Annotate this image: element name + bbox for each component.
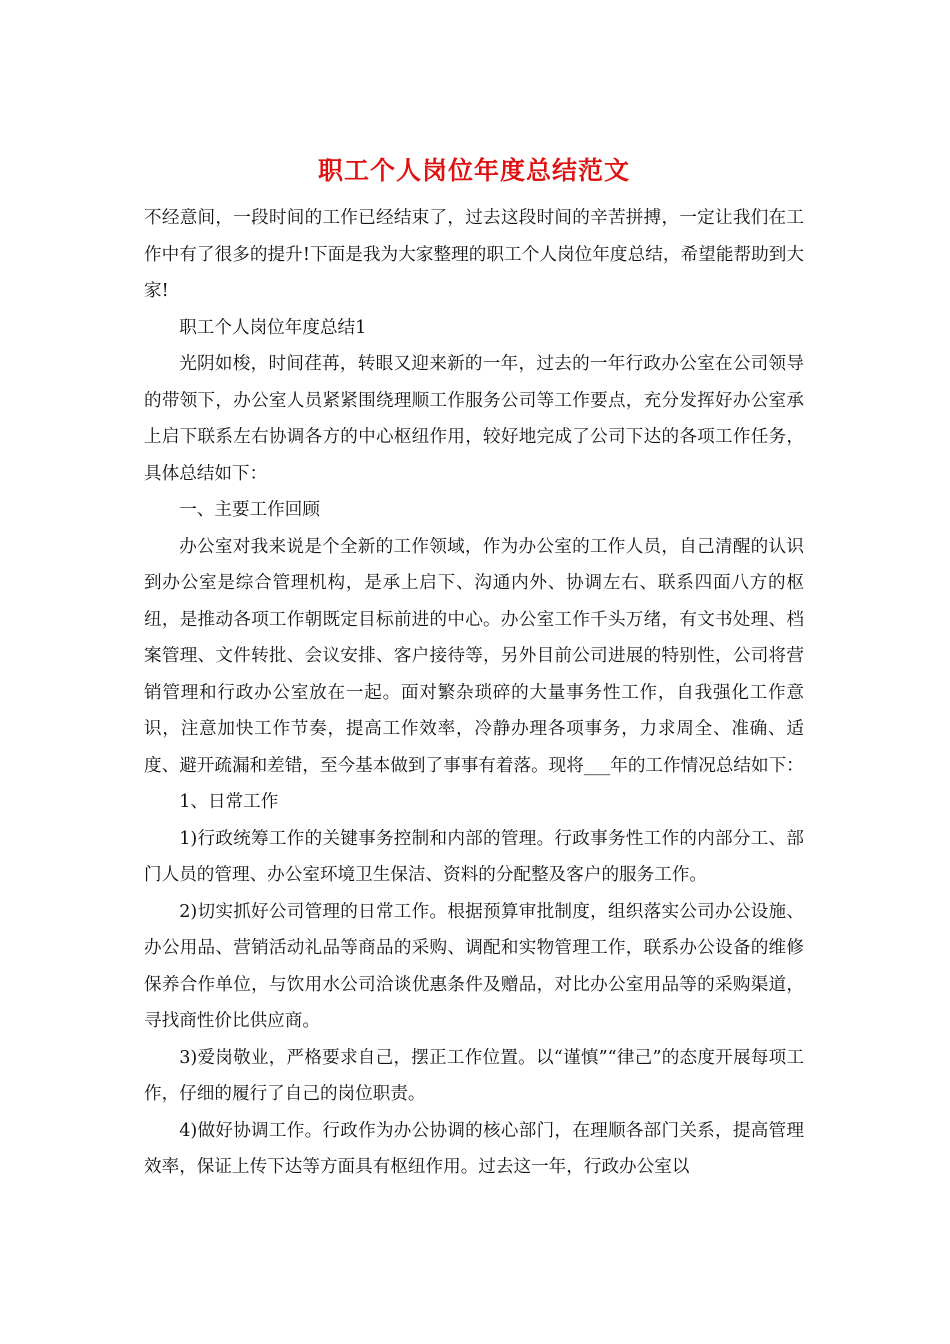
section-heading-summary-1: 职工个人岗位年度总结1 (179, 317, 367, 338)
section-heading-main-review: 一、主要工作回顾 (179, 500, 320, 520)
paragraph-item-2: 2)切实抓好公司管理的日常工作。根据预算审批制度，组织落实公司办公设施、办公用品、营销活动礼品等商品的采购、调配和实物管理工作，联系办公设备的维修保养合作单位，与饮用水公司洽谈优惠条件及赠品，对比办公室用品等的采购渠道，寻找商性价比供应商。 (144, 901, 804, 1031)
paragraph-item-1: 1)行政统筹工作的关键事务控制和内部的管理。行政事务性工作的内部分工、部门人员的管理、办公室环境卫生保洁、资料的分配整及客户的服务工作。 (144, 828, 804, 885)
paragraph-office-role: 办公室对我来说是个全新的工作领域，作为办公室的工作人员，自己清醒的认识到办公室是综合管理机构，是承上启下、沟通内外、协调左右、联系四面八方的枢纽，是推动各项工作朝既定目标前进的中心。办公室工作千头万绪，有文书处理、档案管理、文件转批、会议安排、客户接待等，另外目前公司进展的特别性，公司将营销管理和行政办公室放在一起。面对繁杂琐碎的大量事务性工作，自我强化工作意识，注意加快工作节奏，提高工作效率，冷静办理各项事务，力求周全、准确、适度、避开疏漏和差错，至今基本做到了事事有着落。现将___年的工作情况总结如下： (144, 536, 804, 776)
document-page (144, 148, 804, 1186)
document-body (144, 200, 804, 1186)
section-heading-daily-work: 1、日常工作 (179, 792, 279, 812)
paragraph-intro: 不经意间，一段时间的工作已经结束了，过去这段时间的辛苦拼搏，一定让我们在工作中有了很多的提升!下面是我为大家整理的职工个人岗位年度总结，希望能帮助到大家! (144, 208, 804, 301)
paragraph-item-3: 3)爱岗敬业，严格要求自己，摆正工作位置。以“谨慎”“律己”的态度开展每项工作，仔细的履行了自己的岗位职责。 (144, 1047, 804, 1104)
paragraph-item-4: 4)做好协调工作。行政作为办公协调的核心部门，在理顺各部门关系，提高管理效率，保证上传下达等方面具有枢纽作用。过去这一年，行政办公室以 (144, 1120, 804, 1177)
paragraph-overview: 光阴如梭，时间荏苒，转眼又迎来新的一年，过去的一年行政办公室在公司领导的带领下，办公室人员紧紧围绕理顺工作服务公司等工作要点，充分发挥好办公室承上启下联系左右协调各方的中心枢纽作用，较好地完成了公司下达的各项工作任务，具体总结如下： (144, 354, 804, 484)
document-title: 职工个人岗位年度总结范文 (317, 156, 630, 185)
